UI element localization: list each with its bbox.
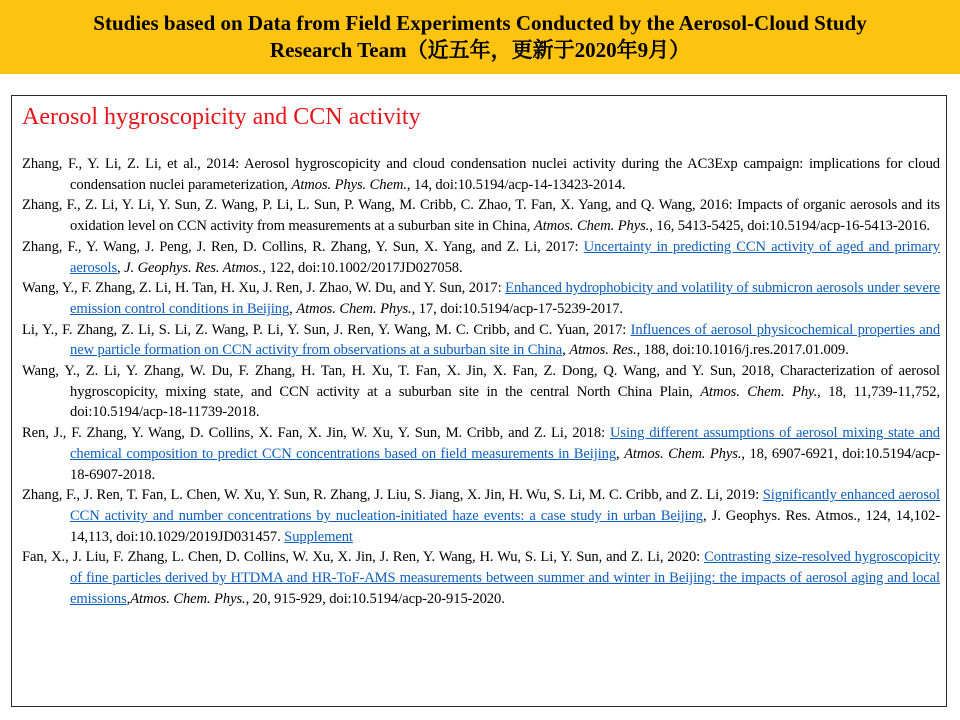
reference-journal: Atmos. Chem. Phys. [296,300,412,317]
reference-details: , 16, 5413-5425, doi:10.5194/acp-16-5413-2016. [649,218,930,235]
reference-title-link[interactable]: Using different assumptions of aerosol mixing state and chemical composition to predict CCN concentrations based on field measurements in Beijing [70,425,940,462]
reference-details: , 17, doi:10.5194/acp-17-5239-2017. [411,300,623,317]
header-banner [0,0,960,74]
reference-title-link[interactable]: Significantly enhanced aerosol CCN activity and number concentrations by nucleation-initiated haze events: a case study in urban Beijing [70,487,940,524]
reference-separator: , [562,342,570,359]
reference-separator: , [616,445,625,462]
reference-title: Characterization of aerosol hygroscopicity, mixing state, and CCN activity at a suburban site in the central North China Plain, [70,363,940,400]
reference-details: , 124, 14,102-14,113, doi:10.1029/2019JD031457. [70,507,940,545]
reference-authors: Fan, X., J. Liu, F. Zhang, L. Chen, D. Collins, W. Xu, X. Jin, J. Ren, Y. Wang, H. Wu, S. Li, Y. Sun, and Z. Li, 2020: [22,549,705,566]
reference-item [22,423,940,485]
reference-separator: , [703,507,712,524]
reference-item [22,320,940,361]
reference-item [22,195,940,236]
reference-item [22,547,940,609]
reference-item [22,154,940,195]
reference-authors: Wang, Y., Z. Li, Y. Zhang, W. Du, F. Zhang, H. Tan, H. Xu, T. Fan, X. Jin, X. Fan, Z. Dong, Q. Wang, and Y. Sun, 2018, [22,363,780,380]
reference-details: , 122, doi:10.1002/2017JD027058. [262,259,463,276]
reference-separator: , [289,300,297,317]
reference-item [22,485,940,547]
reference-journal: Atmos. Chem. Phy. [700,383,818,400]
reference-separator: , [126,590,131,607]
reference-list [22,154,940,609]
reference-title-link[interactable]: Uncertainty in predicting CCN activity of aged and primary aerosols [70,238,940,276]
reference-authors: Ren, J., F. Zhang, Y. Wang, D. Collins, X. Fan, X. Jin, W. Xu, Y. Sun, M. Cribb, and Z. Li, 2018: [22,425,610,442]
reference-authors: Zhang, F., Z. Li, Y. Li, Y. Sun, Z. Wang, P. Li, L. Sun, P. Wang, M. Cribb, C. Zhao, T. Fan, X. Yang, and Q. Wang, 2016: [22,197,737,214]
header-title-line-1: Studies based on Data from Field Experiments Conducted by the Aerosol-Cloud Study [93,11,867,35]
reference-journal: Atmos. Res. [569,342,637,359]
reference-authors: Li, Y., F. Zhang, Z. Li, S. Li, Z. Wang, P. Li, Y. Sun, J. Ren, Y. Wang, M. C. Cribb, and C. Yuan, 2017: [22,321,631,338]
reference-journal: Atmos. Chem. Phys. [533,218,650,235]
reference-item [22,278,940,319]
reference-details: , 18, 11,739-11,752, doi:10.5194/acp-18-11739-2018. [70,383,940,421]
reference-authors: Zhang, F., Y. Wang, J. Peng, J. Ren, D. Collins, R. Zhang, Y. Sun, X. Yang, and Z. Li, 2017: [22,238,584,255]
reference-details: , 18, 6907-6921, doi:10.5194/acp-18-6907-2018. [70,445,941,483]
reference-title: Impacts of organic aerosols and its oxidation level on CCN activity from measurements at a suburban site in China, [70,197,940,235]
reference-details: , 20, 915-929, doi:10.5194/acp-20-915-2020. [245,590,505,607]
reference-journal: J. Geophys. Res. Atmos. [711,507,857,524]
reference-title: Aerosol hygroscopicity and cloud condensation nuclei activity during the AC3Exp campaign: implications for cloud condensation nuclei parameterization, [70,156,940,193]
reference-journal: Atmos. Chem. Phys. [130,590,246,607]
reference-journal: J. Geophys. Res. Atmos. [124,259,263,276]
reference-item [22,361,940,423]
reference-authors: Zhang, F., Y. Li, Z. Li, et al., 2014: [22,156,245,172]
content-panel [11,95,947,707]
section-title: Aerosol hygroscopicity and CCN activity [22,104,421,130]
reference-details: , 14, doi:10.5194/acp-14-13423-2014. [406,176,626,193]
reference-title-link[interactable]: Influences of aerosol physicochemical properties and new particle formation on CCN activity from observations at a suburban site in China [70,321,941,359]
reference-title-link[interactable]: Contrasting size-resolved hygroscopicity of fine particles derived by HTDMA and HR-ToF-AMS measurements between summer and winter in Beijing: the impacts of aerosol aging and local emissions [70,549,940,607]
reference-journal: Atmos. Chem. Phys. [624,445,742,462]
header-title-line-2: Research Team（近五年，更新于2020年9月） [269,38,691,62]
reference-details: , 188, doi:10.1016/j.res.2017.01.009. [636,342,849,359]
reference-item [22,237,940,278]
supplement-link[interactable]: Supplement [284,528,353,545]
reference-authors: Zhang, F., J. Ren, T. Fan, L. Chen, W. Xu, Y. Sun, R. Zhang, J. Liu, S. Jiang, X. Jin, H. Wu, S. Li, M. C. Cribb, and Z. Li, 2019: [22,487,763,504]
reference-authors: Wang, Y., F. Zhang, Z. Li, H. Tan, H. Xu, J. Ren, J. Zhao, W. Du, and Y. Sun, 2017: [22,280,506,297]
reference-title-link[interactable]: Enhanced hydrophobicity and volatility of submicron aerosols under severe emission control conditions in Beijing [70,280,940,317]
reference-journal: Atmos. Phys. Chem. [291,176,407,193]
reference-separator: , [117,259,125,276]
